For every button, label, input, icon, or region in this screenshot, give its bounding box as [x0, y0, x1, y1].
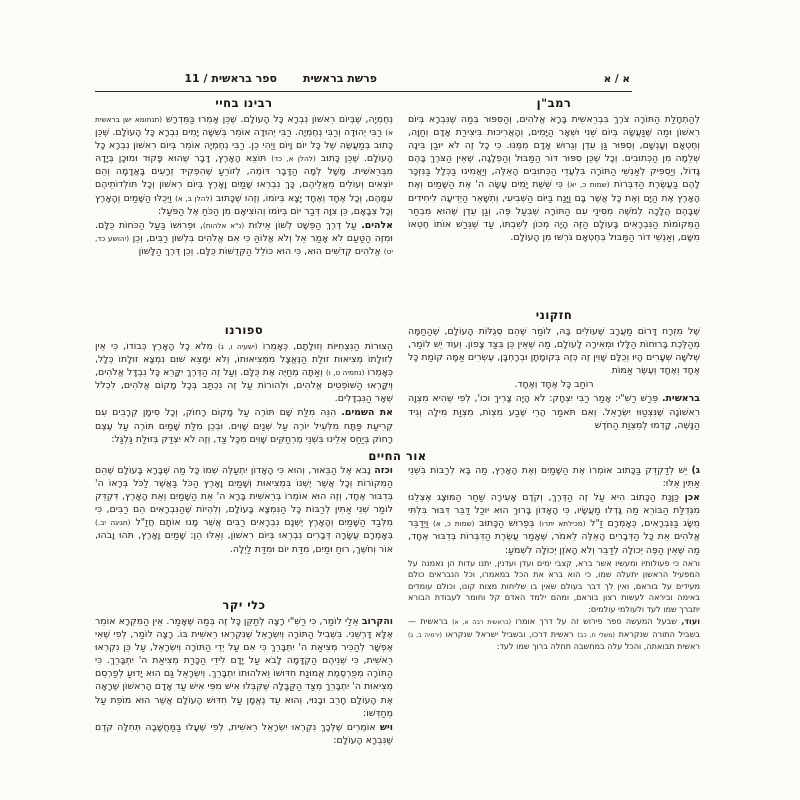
source-reference: (תנחומא ישן בראשית א)	[95, 115, 393, 138]
header-rule	[95, 91, 632, 92]
commentary-block-sforno	[95, 323, 393, 449]
page-header	[95, 72, 632, 89]
commentary-title: ספורנו	[224, 323, 264, 337]
source-reference: (משלי ח, כב)	[577, 631, 616, 639]
commentary-paragraph: הַצּוּרוֹת הַנִּצְחִיּוֹת וְזוּלָתָם, כְּאָמְרוֹ (ישעיה ו, ג) מְלֹא כָל הָאָרֶץ כְּבוֹדוֹ, כִּי אֵין לְזוּלָתוֹ מְצִיאוּת זוּלַת הַנֶּאֱצָל מִמְּצִיאוּתוֹ, וְלֹא יִמָּצֵא שׁוּם נִמְצָא זוּלָתוֹ כְּלָל, כְּאָמְרוֹ (נחמיה ט, ו) וְאַתָּה מְחַיֶּה אֶת כֻּלָּם. וְעַל זֶה הַדֶּרֶךְ יִקָּרֵא כָּל נִבְדָּל אֱלֹהִים, וְיִקָּרְאוּ הַשּׁוֹפְטִים אֱלֹהִים, וּלְהוֹרוֹת עַל זֶה נִכְתַּב בְּכָל מָקוֹם אֱלֹהִים, לִכְלֹל שְׁאָר הַנִּבְדָּלִים.	[95, 341, 393, 405]
dibur-hamatchil: והקרוב	[361, 616, 393, 627]
source-reference: (בראשית רבה א, א)	[452, 619, 512, 627]
commentary-paragraph: והקרוב אֵלַי לוֹמַר, כִּי רַשִׁ"י רָצָה לְתַקֵּן כָּל זֶה בְּמַה שֶּׁאָמַר. אֵין הַמִּקְרָא אוֹמֵר אֶלָּא דָּרְשֵׁנִי. בִּשְׁבִיל הַתּוֹרָה וְיִשְׂרָאֵל שֶׁנִּקְרְאוּ רֵאשִׁית בּוֹ. רָצָה לוֹמַר, לְפִי שֶׁאִי אֶפְשָׁר לְהַכִּיר מְצִיאַת ה' יִתְבָּרֵךְ כִּי אִם עַל יְדֵי הַתּוֹרָה וְיִשְׂרָאֵל, עַל כֵּן נִקְרְאוּ רֵאשִׁית, כִּי שְׁנֵיהֶם הַקְדָּמָה לָבֹא עַל יָדָם לִידֵי הַכָּרַת מְצִיאַת ה' יִתְבָּרֵךְ. כִּי הַתּוֹרָה מְפֻרְסֶמֶת אֱמוּנַת חִדּוּשׁוֹ וֵאלֹהוּתוֹ יִתְבָּרֵךְ. וְיִשְׂרָאֵל גַּם הוּא יָדוּעַ לְפַרְסֵם מְצִיאוּת ה' יִתְבָּרֵךְ מִצַּד הַקַּבָּלָה שֶׁקִּבְּלוּ אִישׁ מִפִּי אִישׁ עַד אָדָם הָרִאשׁוֹן שֶׁרָאָה אֶת הָעוֹלָם חָרֵב וּבָנוּי, וְהוּא עֵד נֶאֱמָן עַל חִדּוּשׁ הָעוֹלָם אֲשֶׁר הוּא מוֹפֵת עַל מְחַדְּשׁוֹ:	[95, 616, 393, 719]
dibur-hamatchil: בראשית.	[661, 393, 700, 405]
commentary-block-chizkuni	[408, 308, 700, 449]
dibur-hamatchil: ועוד,	[681, 616, 700, 627]
commentary-paragraph: שֶׁל מִזְרָח דָּרוֹם מַעֲרָב שֶׁעוֹלִים בָּהּ, לוֹמַר שֶׁהֵם סְגֻלּוֹת הָעוֹלָם, שֶׁהַחַמָּה מְהַלֶּכֶת בָּרוּחוֹת הַלָּלוּ וּמְאִירָה לָעוֹלָם, מַה שֶּׁאֵין כֵּן בְּצַד צָפוֹן. וְעוֹד יֵשׁ לוֹמַר, שְׁלֹשָׁה שְׁעָרִים הָיוּ וְכֻלָּם שָׁוִין זֶה כְּזֶה בְּקוֹמָתָן וּבְרָחְבָּן, עֶשְׂרִים אַמָּה קוֹמַת כָּל אֶחָד וְאֶחָד וְעֶשֶׂר אַמּוֹת	[408, 326, 700, 377]
commentary-paragraph: ויש אוֹמְרִים שֶׁלְּכָךְ נִקְרְאוּ יִשְׂרָאֵל רֵאשִׁית, לְפִי שֶׁעָלוּ בַּמַּחֲשָׁבָה תְּחִלָּה קֹדֶם שֶׁנִּבְרָא הָעוֹלָם:	[95, 721, 393, 746]
commentary-block-ramban	[408, 96, 700, 308]
dibur-hamatchil: ויש	[379, 721, 393, 733]
commentary-paragraph: ג) יֵשׁ לְדַקְדֵּק בַּכָּתוּב אוֹמְרוֹ אֶת הַשָּׁמַיִם וְאֶת הָאָרֶץ, מַה בָּא לְרַבּוֹת בִּשְׁנֵי אַתִּין אֵלּוּ:	[408, 465, 700, 490]
source-reference: (יהושע כד, יט)	[95, 233, 393, 256]
commentary-paragraph: וכזה נָבֹא אֶל הַבֵּאוּר, וְהוּא כִּי הָאָדוֹן יִתְעַלֶּה שְׁמוֹ כָּל מַה שֶּׁבָּרָא בָּעוֹלָם שֶׁהֵם הַמְּקוֹרוֹת וְכָל אֲשֶׁר יֶשְׁנוֹ בִּמְצִיאוּת וְשָׁמַיִם וָאָרֶץ הַכֹּל בַּאֲשֶׁר לַכֹּל בְּרָאוֹ ה' בְּדִבּוּר אֶחָד, וְזֶה הוּא אוֹמְרוֹ בְּרֵאשִׁית בָּרָא ה' אֵת הַשָּׁמַיִם וְאֵת הָאָרֶץ, דִּקְדֵּק לוֹמַר שְׁנֵי אַתִּין לְרַבּוֹת כָּל הַנִּמְצָא בָּעוֹלָם, וְלִהְיוֹת שֶׁהַנִּבְרָאִים הֵם רַבִּים, כִּי מִלְּבַד הַשָּׁמַיִם וְהָאָרֶץ יֶשְׁנָם נִבְרָאִים רַבִּים אֲשֶׁר מָנוּ אוֹתָם חֲזַ"ל (חגיגה יב.) בְּאָמְרָם עֲשָׂרָה דְּבָרִים נִבְרְאוּ בְּיוֹם רִאשׁוֹן, וְאֵלּוּ הֵן: שָׁמַיִם וָאָרֶץ, תֹּהוּ וָבֹהוּ, אוֹר וְחֹשֶׁךְ, רוּחַ וּמַיִם, מִדַּת יוֹם וּמִדַּת לַיְלָה.	[95, 465, 393, 555]
commentary-title: חזקוני	[535, 308, 573, 322]
commentary-paragraph: רוֹחַב כָּל אֶחָד וְאֶחָד.	[514, 379, 594, 391]
source-reference: (נחמיה ט, ו)	[325, 368, 365, 378]
source-reference: (ירמיה ב, ג)	[408, 631, 442, 639]
book-title-page-number: ספר בראשית / 11	[184, 72, 277, 85]
commentary-block-kliyakar	[95, 598, 393, 787]
source-reference: (מכילתא יתרו)	[539, 519, 586, 529]
source-reference: (שמות כ, א)	[433, 519, 475, 529]
commentary-title: רבינו בחיי	[215, 96, 273, 110]
commentary-title: כלי יקר	[222, 598, 266, 612]
dibur-hamatchil: אלהים.	[361, 219, 393, 231]
dibur-hamatchil: אכן	[684, 492, 700, 504]
dibur-hamatchil: ג)	[691, 465, 700, 476]
source-reference: (ישעיה ו, ג)	[217, 342, 258, 351]
source-reference: (חגיגה יב.)	[95, 518, 131, 528]
commentary-paragraph: את השמים. הִנֵּה מִלַּת שָׁם תּוֹרֶה עַל מָקוֹם רָחוֹק, וְכָל סִימָן קְרָבִים עִם קְרִיעַת פַּתָּח מִלְּעֵיל יוֹרֶה עַל שְׁנַיִם שָׁוִים. וּבְכֵן מִלַּת שָׁמַיִם תּוֹרֶה עַל עֶצֶם רָחוֹק בְּיַחַס אֵלֵינוּ בִּשְׁנֵי מֶרְחַקִּים שָׁוִים מִכָּל צַד, וְזֶה לֹא יִצְדַּק בְּזוּלַת גַּלְגַּל:	[95, 407, 393, 445]
source-reference: (נ"א אלהות)	[202, 220, 245, 230]
dibur-hamatchil: את השמים.	[341, 407, 393, 419]
commentary-block-orhachaim-right	[408, 464, 700, 787]
parsha-title: פרשת בראשית	[303, 72, 377, 85]
commentary-block-bachya	[95, 96, 393, 323]
commentary-paragraph: לְהַתְחָלַת הַתּוֹרָה צֹרֶךְ בִּבְרֵאשִׁית בָּרָא אֱלֹהִים, וְהַסִּפּוּר בְּמַה שֶּׁנִּבְרָא בְּיוֹם רִאשׁוֹן וּמַה שֶּׁנַּעֲשָׂה בְּיוֹם שֵׁנִי וּשְׁאָר הַיָּמִים, וְהָאֲרִיכוּת בִּיצִירַת אָדָם וְחַוָּה, וְחֶטְאָם וְעָנְשָׁם, וְסִפּוּר גַּן עֵדֶן וְגֵרוּשׁ אָדָם מִמֶּנּוּ. כִּי כָל זֶה לֹא יוּבַן בִּינָה שְׁלֵמָה מִן הַכְּתוּבִים. וְכָל שֶׁכֵּן סִפּוּר דּוֹר הַמַּבּוּל וְהַפְלָגָה, שֶׁאֵין הַצֹּרֶךְ בָּהֶם גָּדוֹל, וְיַסְפִּיק לְאַנְשֵׁי הַתּוֹרָה בִּלְעֲדֵי הַכְּתוּבִים הָאֵלֶּה, וְיַאֲמִינוּ בַּכְּלָל בַּנִּזְכָּר לָהֶם בַּעֲשֶׂרֶת הַדִּבְּרוֹת (שמות כ, יא) כִּי שֵׁשֶׁת יָמִים עָשָׂה ה' אֶת הַשָּׁמַיִם וְאֶת הָאָרֶץ אֶת הַיָּם וְאֶת כָּל אֲשֶׁר בָּם וַיָּנַח בַּיּוֹם הַשְּׁבִיעִי, וְתִשָּׁאֵר הַיְדִיעָה לִיחִידִים שֶׁבָּהֶם הֲלָכָה לְמֹשֶׁה מִסִּינַי עִם הַתּוֹרָה שֶׁבְּעַל פֶּה, וְגַן עֵדֶן שֶׁהוּא מִבְחַר הַמְּקוֹמוֹת הַנִּבְרָאִים בָּעוֹלָם הַזֶּה הָיָה מְכוֹן לְשִׁבְתּוֹ, עַד שֶׁגֵּרַשׁ אוֹתוֹ חֶטְאוֹ מִשָּׁם, וְאַנְשֵׁי דוֹר הַמַּבּוּל בְּחֶטְאָם גֹּרְשׁוּ מִן הָעוֹלָם.	[408, 114, 700, 243]
commentary-title: רמב"ן	[536, 96, 572, 110]
commentary-block-orhachaim-left	[95, 464, 393, 598]
commentary-paragraph: אכן כַּוָּנַת הַכָּתוּב הִיא עַל זֶה הַדֶּרֶךְ, וְקֹדֶם אָעִירָה שַׁחַר הַמּוּצָג אֶצְלֵנוּ מִגְּדֻלַּת הַבּוֹרֵא מַה גָּדְלוּ מַעֲשָׂיו, כִּי הָאָדוֹן בָּרוּךְ הוּא יוּכַל דַּבֵּר דִּבּוּר בִּלְתִּי מֻשָּׂג בַּנִּבְרָאִים, כְּאָמְרָם זַ"ל (מכילתא יתרו) בְּפֵרוּשׁ הַכָּתוּב (שמות כ, א) וַיְדַבֵּר אֱלֹהִים אֵת כָּל הַדְּבָרִים הָאֵלֶּה לֵאמֹר, שֶׁאָמַר עֲשֶׂרֶת הַדִּבְּרוֹת בְּדִבּוּר אֶחָד, מַה שֶּׁאֵין הַפֶּה יְכוֹלָה לְדַבֵּר וְלֹא הָאֹזֶן יְכוֹלָה לִשְׁמֹעַ:	[408, 492, 700, 556]
chapter-verse-marker: א / א	[603, 73, 630, 85]
source-reference: (להלן ב, א)	[175, 193, 213, 203]
dibur-hamatchil: וכזה	[374, 465, 393, 476]
commentary-paragraph: ועוד, שבעל המעשה ספר פירוש זה על דרך אומרו (בראשית רבה א, א) בראשית — בשביל התורה שנקראת (משלי ח, כב) ראשית דרכו, ובשביל ישראל שנקראו (ירמיה ב, ג) ראשית תבואתה, והכל עלה במחשבה תחלה ברוך שמו לעד:	[408, 616, 700, 652]
commentary-paragraph: נְחֶמְיָה, שֶׁבְּיוֹם רִאשׁוֹן נִבְרָא כָּל הָעוֹלָם. שֶׁכֵּן אָמְרוּ בַּמִּדְרָשׁ (תנחומא ישן בראשית א) רַבִּי יְהוּדָה וְרַבִּי נְחֶמְיָה. רַבִּי יְהוּדָה אוֹמֵר בְּשִׁשָּׁה יָמִים נִבְרָא כָּל הָעוֹלָם. שֶׁכֵּן כָּתוּב בְּמַעֲשֶׂה שֶׁל כָּל יוֹם וָיוֹם וַיְהִי כֵן. רַבִּי נְחֶמְיָה אוֹמֵר בְּיוֹם רִאשׁוֹן נִבְרָא כָּל הָעוֹלָם. שֶׁכֵּן כָּתוּב (להלן א, כד) תּוֹצֵא הָאָרֶץ, דָּבָר שֶׁהוּא פָּקוּד וּמוּכָן בְּיָדָהּ מִבְּרֵאשִׁית. מָשָׁל לְמָה הַדָּבָר דּוֹמֶה, לְזוֹרֵעַ שֶׁהִפְקִיד זְרָעִים בָּאֲדָמָה וְהֵם יוֹצְאִים וְעוֹלִים מֵאֲלֵיהֶם, כָּךְ נִבְרְאוּ שָׁמַיִם וָאָרֶץ בְּיוֹם רִאשׁוֹן וְכָל תּוֹלְדוֹתֵיהֶם עִמָּהֶם, וְכָל אֶחָד וְאֶחָד יָצָא בְּיוֹמוֹ, וְזֶהוּ שֶׁכָּתוּב (להלן ב, א) וַיְכֻלּוּ הַשָּׁמַיִם וְהָאָרֶץ וְכָל צְבָאָם, כֵּן צִוָּה דְּבַר יוֹם בְּיוֹמוֹ וְהוֹצִיאָם מִן הַכֹּחַ אֶל הַפֹּעַל:	[95, 114, 393, 217]
source-reference: (להלן א, כד)	[271, 154, 316, 164]
commentary-paragraph: וראה כי פעולותיו ומעשיו אשר ברא, קצבי ימים ועדן ועדנין, יתנו עדות הן נאמנה על המפעיל הראשון יתעלה שמו, כי הוא ברא את הכל במאמרו, וכל הנבראים כולם מעידים על בוראם, ואין לך דבר בעולם שאין בו שליחות מצות קונו, וכולם עומדים באימה וביראה לעשות רצון בוראם, ומהם ילמד האדם קל וחומר לעבודת הבורא יתברך שמו לעד ולעולמי עולמים:	[408, 557, 700, 614]
section-header-or-hachaim: אור החיים	[368, 449, 427, 463]
source-reference: (שמות כ, יא)	[567, 180, 610, 190]
commentary-paragraph: אלהים. עַל דֶּרֶךְ הַפְּשָׁט לְשׁוֹן אֵילוּת (נ"א אלהות), וּפֵרוּשׁוֹ בַּעַל הַכֹּחוֹת כֻּלָּם. וּמִזֶּה הַטַּעַם לֹא אָמַר אֵל וְלֹא אֱלוֹהַּ כִּי אִם אֱלֹהִים בִּלְשׁוֹן רַבִּים, וְכֵן (יהושע כד, יט) אֱלֹהִים קְדֹשִׁים הוּא, כִּי הוּא כּוֹלֵל הַקְּדֻשּׁוֹת כֻּלָּם. וְכֵן דֶּרֶךְ הַלָּשׁוֹן	[95, 219, 393, 257]
commentary-paragraph: בראשית. פֵּרַשׁ רַשִׁ"י: אָמַר רַבִּי יִצְחָק: לֹא הָיָה צָרִיךְ וכו', לְפִי שֶׁהִיא מִצְוָה רִאשׁוֹנָה שֶׁנִּצְטַוּוּ יִשְׂרָאֵל. וְאִם תֹּאמַר הֲרֵי שֶׁבַע מִצְוֹת, מִצְוַת מִילָה וְגִיד הַנָּשֶׁה, קָדְמוּ לְמִצְוַת הַחֹדֶשׁ	[408, 393, 700, 431]
